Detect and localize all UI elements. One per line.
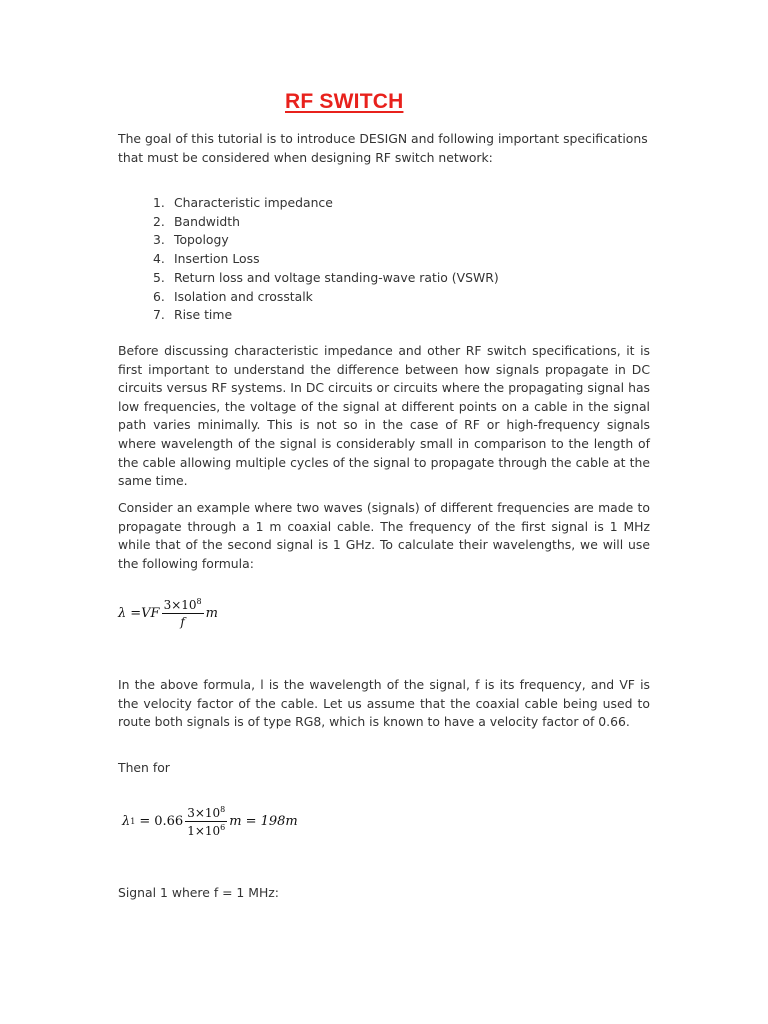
formula-denominator: 1×10 [187,824,221,838]
formula-numerator-exponent: 8 [220,805,226,814]
list-item-number: 5. [153,269,165,285]
list-item-label: Topology [174,232,229,248]
formula-factor: 0.66 [154,814,184,829]
formula-lambda: λ [118,605,127,621]
body-paragraph-example: Consider an example where two waves (signals) of different frequencies are made to propagate through a 1 m coaxial cable. The frequency of the first signal is 1 MHz while that of the second signal is 1 GHz. To calculate their wavelengths, we will use the following formula: [118,500,650,571]
list-item-number: 6. [153,288,165,304]
formula-denominator: f [180,615,185,629]
formula-unit: m [229,814,242,829]
body-paragraph-dc-vs-rf: Before discussing characteristic impedance and other RF switch specifications, it is first important to understand the difference between how signals propagate in DC circuits versus RF systems. In DC circuits or circuits where the propagating signal has low frequencies, the voltage of the signal at different points on a cable in the signal path varies minimally. This is not so in the case of RF or high-frequency signals where wavelength of the signal is considerably small in comparison to the length of the cable allowing multiple cycles of the signal to propagate through the cable at the same time. [118,343,650,489]
list-item-number: 7. [153,307,165,323]
list-item [118,269,499,288]
list-item-label: Isolation and crosstalk [174,288,313,304]
formula-fraction [185,805,227,838]
list-item-number: 1. [153,195,165,210]
list-item-number: 3. [153,232,165,248]
formula-fraction [162,597,204,629]
list-item [118,306,499,325]
formula-denominator-exponent: 6 [220,823,226,832]
list-item [118,231,499,250]
formula-numerator-exponent: 8 [196,597,202,606]
intro-paragraph: The goal of this tutorial is to introduce DESIGN and following important specifications that must be considered when designing RF switch network: [118,131,648,165]
list-item-label: Return loss and voltage standing-wave ratio (VSWR) [174,269,499,285]
formula-lambda: λ [122,814,131,829]
body-paragraph-formula-explanation: In the above formula, l is the wavelength of the signal, f is its frequency, and VF is the velocity factor of the cable. Let us assume that the coaxial cable being used to route both signals is of type RG8, which is known to have a velocity factor of 0.66. [118,677,650,730]
document-title: RF SWITCH [285,90,404,113]
formula-result: = 198m [245,814,298,829]
wavelength-formula [118,597,218,629]
list-item-number: 4. [153,251,165,267]
formula-unit: m [205,605,218,621]
list-item-label: Rise time [174,307,233,323]
list-item [118,194,499,213]
list-item-label: Bandwidth [174,213,240,229]
formula-equals: = [130,605,142,621]
specifications-list [118,194,499,325]
signal1-text: Signal 1 where f = 1 MHz: [118,885,279,900]
then-for-text: Then for [118,760,170,775]
signal1-wavelength-formula [122,805,298,838]
list-item [118,213,499,232]
formula-numerator: 3×10 [163,598,197,612]
list-item-number: 2. [153,213,165,229]
list-item [118,288,499,307]
formula-numerator: 3×10 [187,806,221,820]
formula-equals: = [139,814,151,829]
list-item-label: Insertion Loss [174,251,260,267]
formula-velocity-factor: VF [141,605,160,621]
formula-lambda-subscript: 1 [130,817,136,826]
list-item-label: Characteristic impedance [174,195,333,210]
list-item [118,250,499,269]
